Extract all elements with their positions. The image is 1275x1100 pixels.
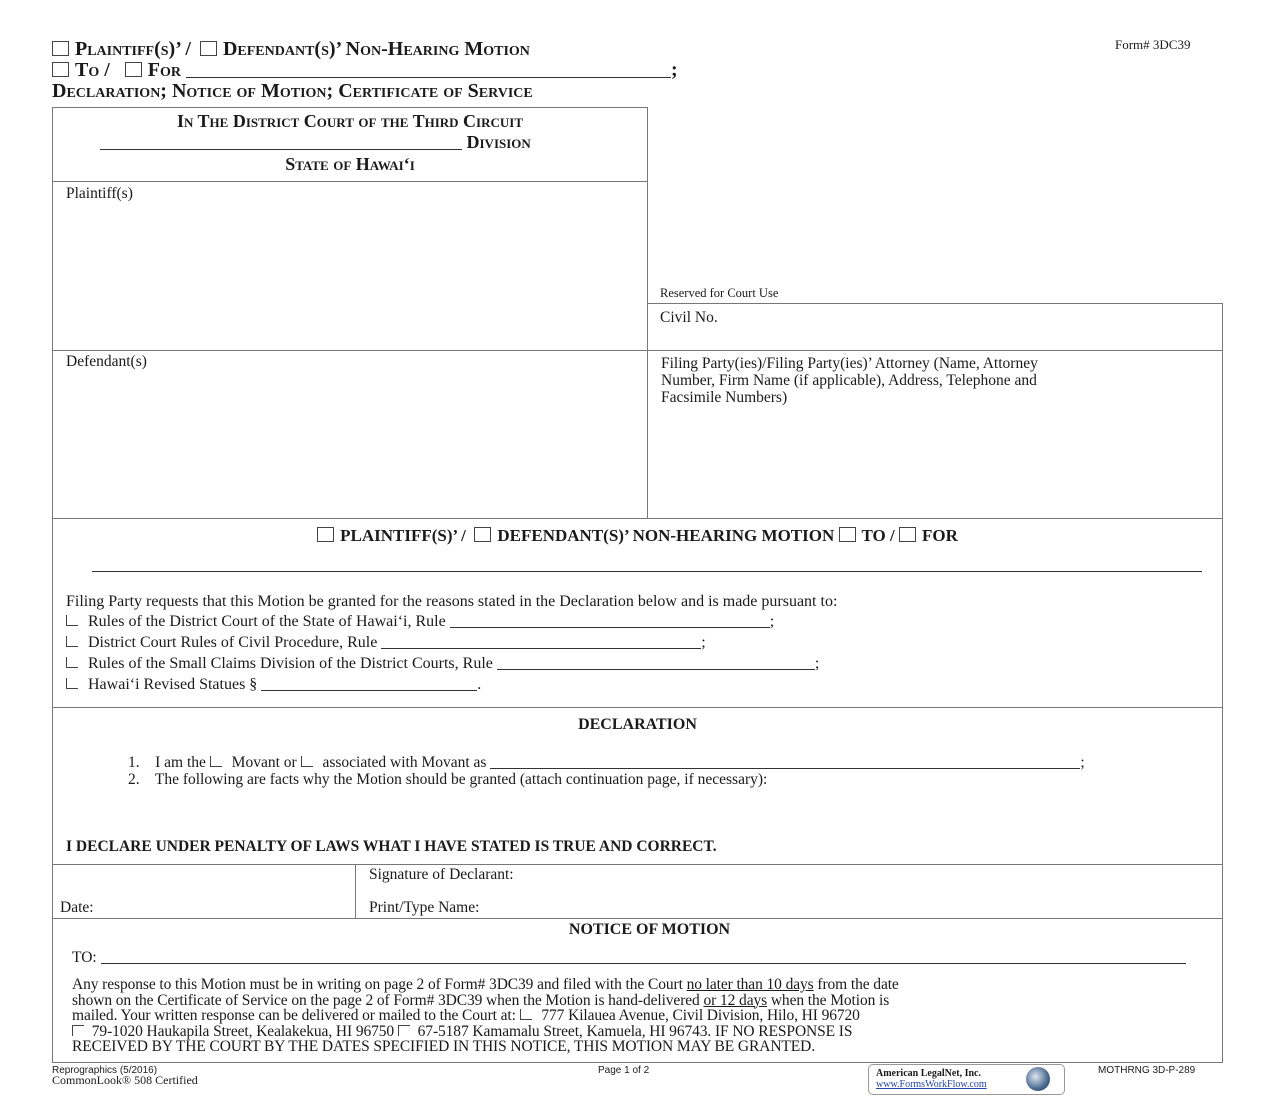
rule-option[interactable] — [66, 613, 774, 631]
item-end: ; — [1080, 754, 1085, 771]
kamuela-address: 67-5187 Kamamalu Street, Kamuela, HI 96743. IF NO RESPONSE IS — [417, 1022, 853, 1040]
deadline-12-days: or 12 days — [703, 991, 768, 1009]
to-label: TO: — [72, 949, 97, 966]
page-number: Page 1 of 2 — [598, 1065, 650, 1076]
for-label-2: FOR — [921, 526, 958, 545]
reprographics-label: Reprographics (5/2016) — [52, 1065, 158, 1076]
plaintiff-label: Plaintiff(s)’ / — [75, 38, 191, 60]
commonlook-label: CommonLook® 508 Certified — [52, 1073, 198, 1087]
notice-line: shown on the Certificate of Service on the page 2 of Form# 3DC39 when the Motion is hand-delivered — [72, 991, 704, 1009]
kealakekua-checkbox[interactable] — [72, 1025, 84, 1036]
filing-party-line: Filing Party(ies)/Filing Party(ies)’ Attorney (Name, Attorney — [661, 355, 1038, 372]
motion-for-field-2[interactable] — [92, 571, 1202, 572]
print-name-label: Print/Type Name: — [369, 899, 480, 916]
item-text: Movant or — [231, 754, 297, 771]
rule-option[interactable] — [66, 676, 481, 694]
case-info-box — [647, 303, 1223, 519]
to-label: To / — [75, 59, 110, 81]
notice-title: NOTICE OF MOTION — [568, 921, 731, 938]
division-line — [100, 132, 531, 153]
notice-line: from the date — [813, 976, 899, 993]
civil-no-label: Civil No. — [660, 309, 718, 326]
declaration-item-1 — [128, 754, 1085, 772]
hilo-address: 777 Kilauea Avenue, Civil Division, Hilo, HI 96720 — [541, 1007, 860, 1024]
rule-label: District Court Rules of Civil Procedure, Rule — [88, 634, 378, 651]
notice-text — [72, 977, 899, 1055]
plaintiff-label-2: PLAINTIFF(S)’ / — [340, 526, 466, 545]
division-field[interactable] — [100, 135, 462, 150]
court-name: In The District Court of the Third Circuit — [176, 111, 523, 131]
title-line-2 — [52, 59, 678, 82]
notice-line: when the Motion is — [767, 991, 890, 1009]
defendant-label: Defendant(s)’ Non-Hearing Motion — [222, 38, 530, 60]
motion-title — [52, 526, 1223, 546]
rule-end: . — [477, 676, 482, 693]
rule-label: Hawai‘i Revised Statues § — [88, 676, 258, 693]
notice-line: RECEIVED BY THE COURT BY THE DATES SPECIFIED IN THIS NOTICE, THIS MOTION MAY BE GRANTED. — [72, 1038, 816, 1055]
for-checkbox[interactable] — [125, 62, 142, 77]
to-checkbox[interactable] — [52, 62, 69, 77]
vendor-name: American LegalNet, Inc. — [876, 1068, 981, 1079]
signature-label: Signature of Declarant: — [369, 866, 514, 883]
title-line-1 — [52, 38, 530, 61]
form-code: MOTHRNG 3D-P-289 — [1098, 1065, 1196, 1076]
defendant-checkbox[interactable] — [200, 41, 217, 56]
rule-label: Rules of the District Court of the State of Hawai‘i, Rule — [88, 613, 446, 630]
title-line-3: Declaration; Notice of Motion; Certificate of Service — [52, 80, 533, 102]
semicolon: ; — [671, 59, 678, 81]
form-number: Form# 3DC39 — [1115, 37, 1191, 52]
division-label: Division — [466, 132, 531, 152]
filing-party-line: Facsimile Numbers) — [661, 389, 788, 406]
kamuela-checkbox[interactable] — [398, 1025, 410, 1036]
notice-to-field[interactable] — [101, 949, 1186, 964]
item-text: I am the — [155, 754, 206, 771]
filing-party-label — [661, 355, 1038, 406]
plaintiffs-label: Plaintiff(s) — [66, 185, 133, 202]
rule-end: ; — [814, 655, 820, 672]
rule-option[interactable] — [66, 655, 819, 673]
date-label: Date: — [60, 899, 94, 916]
item-text: The following are facts why the Motion should be granted (attach continuation page, if necessary): — [154, 771, 768, 788]
item-text: associated with Movant as — [322, 754, 487, 771]
filing-party-line: Number, Firm Name (if applicable), Address, Telephone and — [661, 372, 1037, 389]
declaration-title: DECLARATION — [578, 716, 697, 733]
item-num: 2. — [128, 771, 140, 788]
declaration-affirmation: I DECLARE UNDER PENALTY OF LAWS WHAT I HAVE STATED IS TRUE AND CORRECT. — [66, 838, 717, 855]
kealakekua-address: 79-1020 Haukapila Street, Kealakekua, HI 96750 — [91, 1022, 395, 1040]
defendant-label-2: DEFENDANT(S)’ NON-HEARING MOTION — [497, 526, 835, 545]
to-label-2: TO / — [861, 526, 895, 545]
motion-for-field[interactable] — [186, 63, 671, 78]
globe-icon — [1026, 1067, 1050, 1091]
movant-checkbox[interactable] — [210, 756, 222, 767]
defendant-checkbox-2[interactable] — [474, 527, 491, 542]
rule-end: ; — [769, 613, 775, 630]
associated-checkbox[interactable] — [301, 756, 313, 767]
rule-option[interactable] — [66, 634, 706, 652]
notice-line: Any response to this Motion must be in writing on page 2 of Form# 3DC39 and filed with the Court — [72, 976, 687, 993]
deadline-10-days: no later than 10 days — [686, 976, 814, 993]
notice-line: mailed. Your written response can be delivered or mailed to the Court at: — [72, 1007, 516, 1024]
for-checkbox-2[interactable] — [899, 527, 916, 542]
vendor-badge[interactable] — [868, 1064, 1065, 1095]
rule-label: Rules of the Small Claims Division of the District Courts, Rule — [88, 655, 493, 672]
associated-as-field[interactable] — [490, 754, 1080, 769]
to-checkbox-2[interactable] — [839, 527, 856, 542]
rule-end: ; — [701, 634, 706, 651]
notice-to — [72, 949, 1186, 967]
plaintiff-checkbox-2[interactable] — [317, 527, 334, 542]
plaintiff-checkbox[interactable] — [52, 41, 69, 56]
declaration-item-2 — [128, 771, 767, 789]
reserved-label: Reserved for Court Use — [660, 286, 779, 300]
item-num: 1. — [128, 754, 140, 771]
state-name: State of Hawai‘i — [285, 154, 415, 174]
hilo-checkbox[interactable] — [520, 1009, 532, 1020]
request-text: Filing Party requests that this Motion be granted for the reasons stated in the Declaration below and is made pursuant to: — [66, 593, 838, 610]
defendants-label: Defendant(s) — [66, 353, 147, 370]
vendor-link[interactable]: www.FormsWorkFlow.com — [876, 1079, 987, 1090]
for-label: For — [147, 59, 182, 81]
